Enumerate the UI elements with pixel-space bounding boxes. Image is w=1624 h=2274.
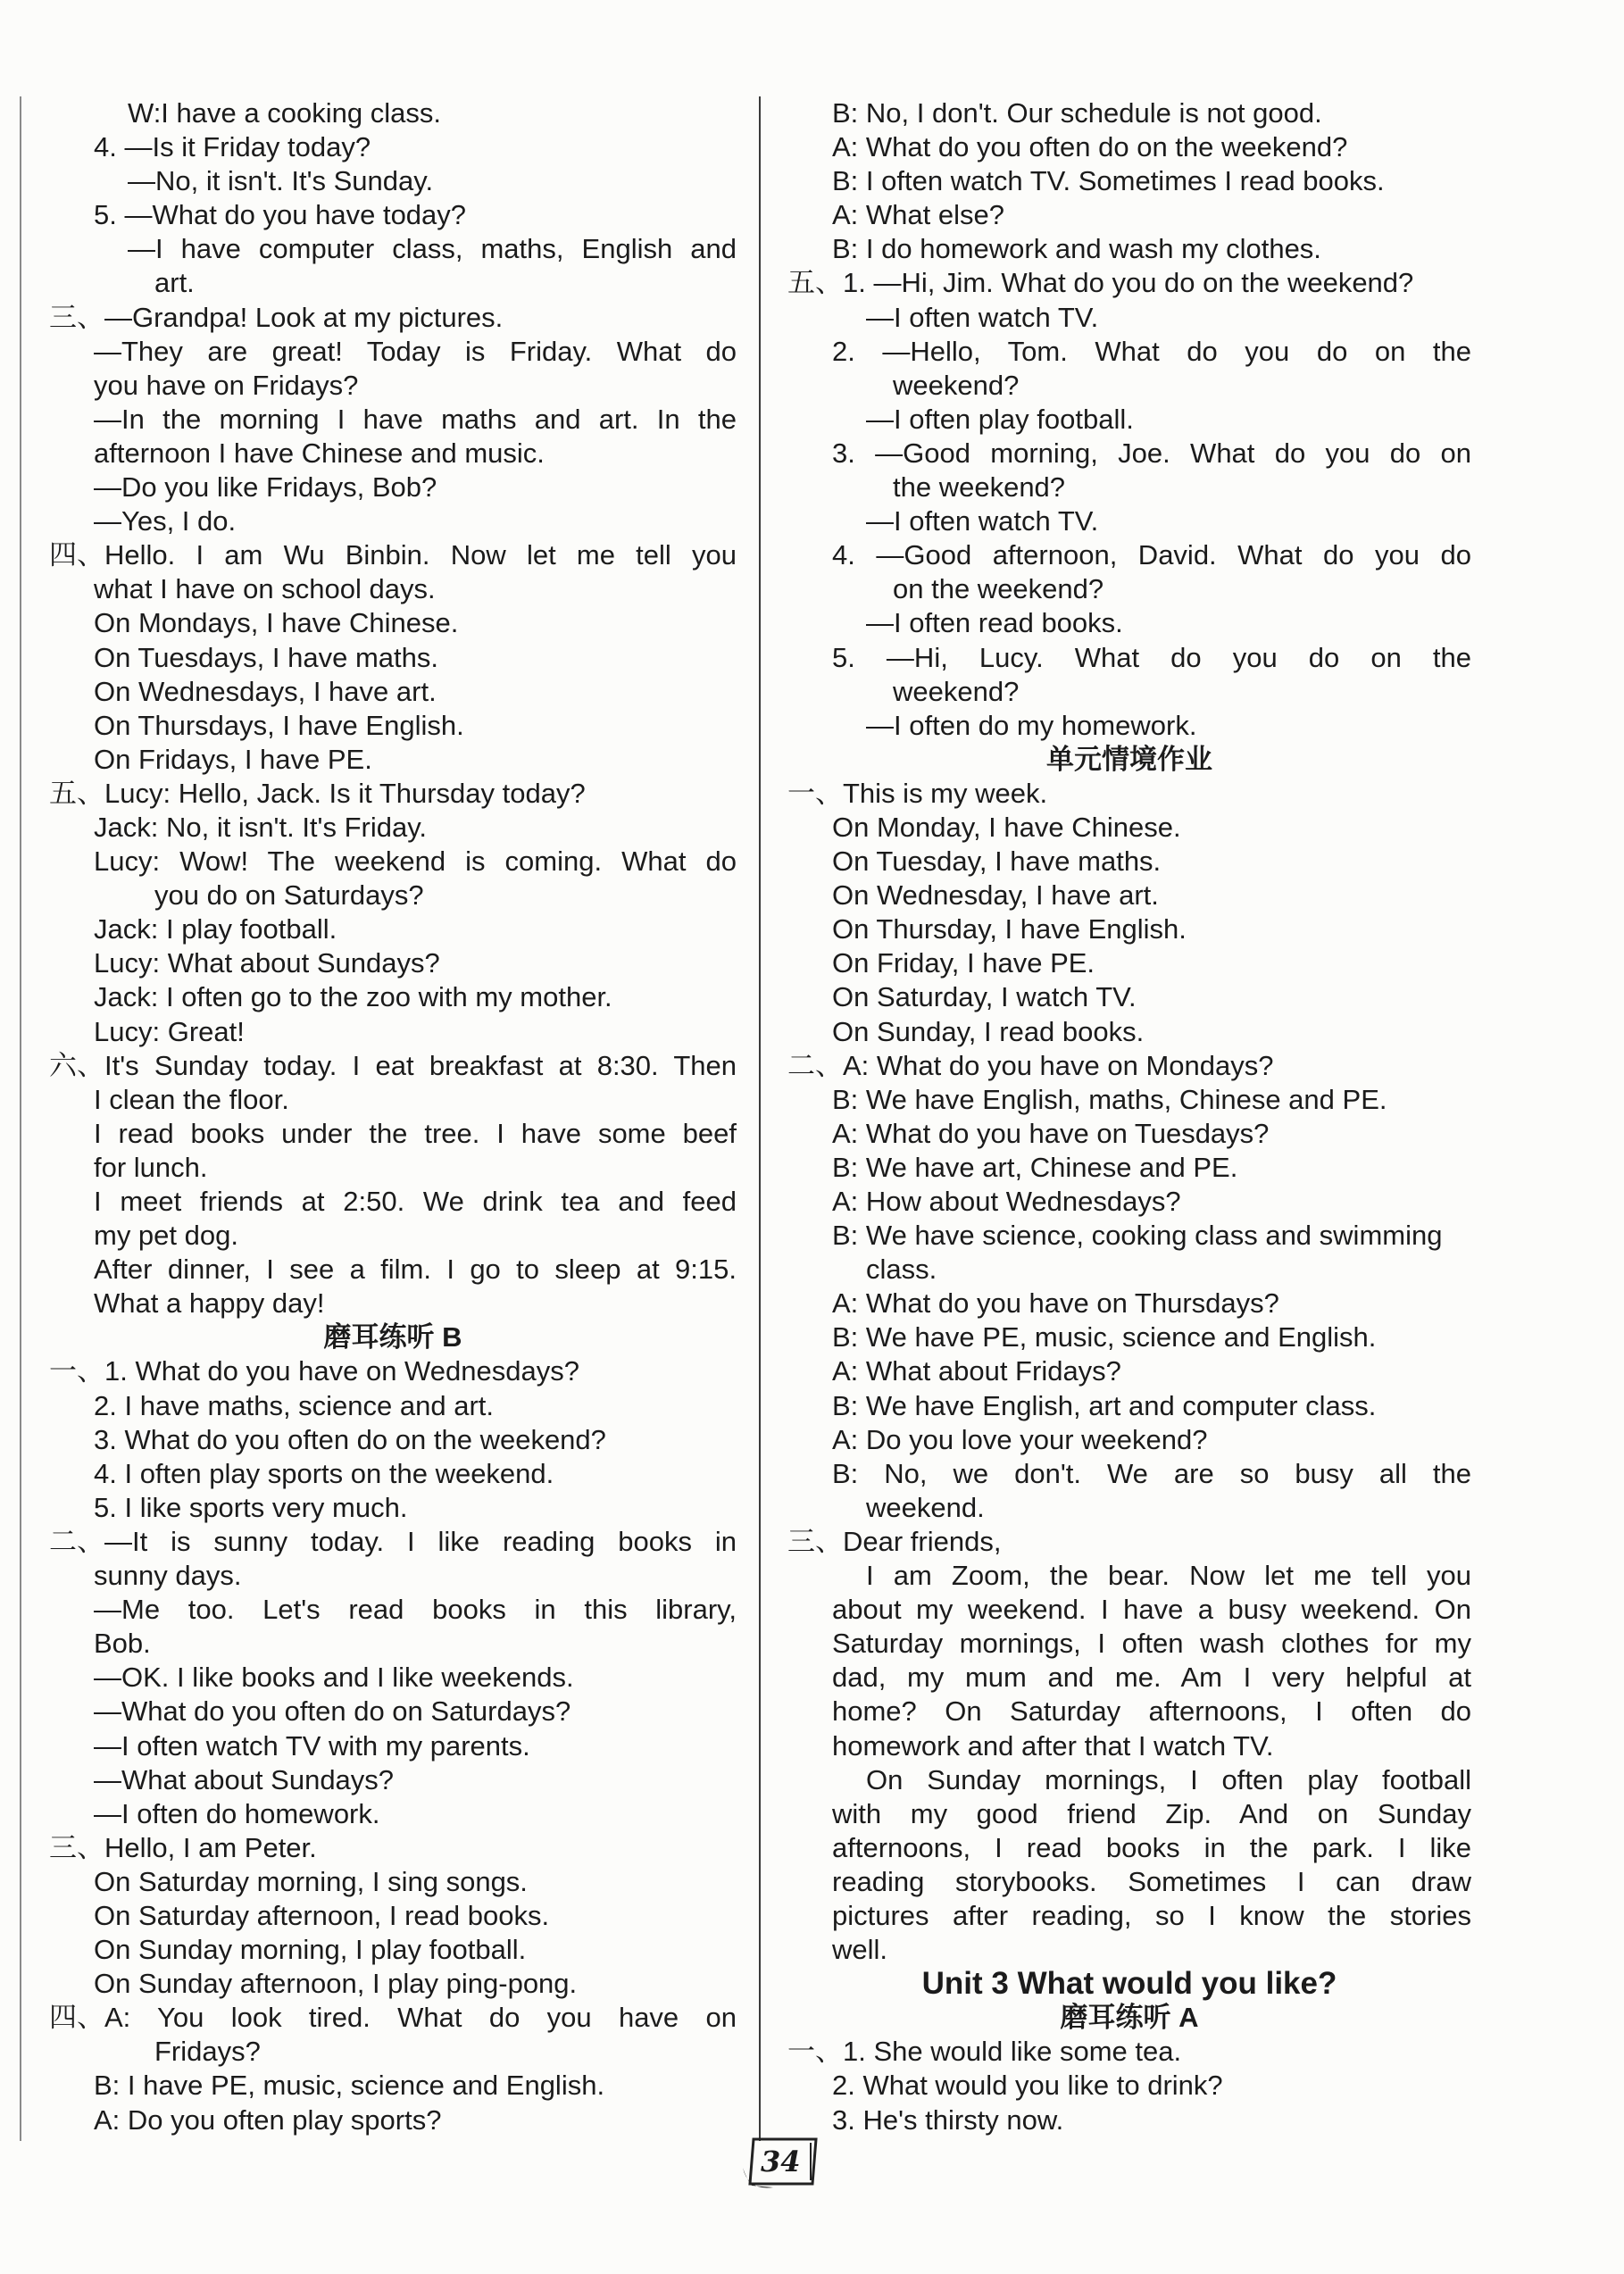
- text-line: Jack: I play football.: [94, 913, 337, 945]
- text-line: B: No, I don't. Our schedule is not good.: [832, 97, 1322, 129]
- text-line: 四、Hello. I am Wu Binbin. Now let me tell you: [49, 539, 737, 571]
- left-column: [49, 96, 737, 2137]
- text-line: 三、Dear friends,: [787, 1525, 1002, 1557]
- text-line: —No, it isn't. It's Sunday.: [128, 165, 434, 197]
- text-line: —I often watch TV.: [866, 505, 1099, 537]
- text-line: On Fridays, I have PE.: [94, 743, 372, 775]
- text-line: On Monday, I have Chinese.: [832, 811, 1181, 843]
- text-line: On Sunday mornings, I often play football: [866, 1763, 1471, 1795]
- text-line: —I often watch TV with my parents.: [94, 1729, 530, 1762]
- text-line: —I often do my homework.: [866, 709, 1197, 741]
- text-line: pictures after reading, so I know the stories: [832, 1899, 1471, 1931]
- page-number-badge: [734, 2132, 823, 2195]
- text-line: on the weekend?: [893, 573, 1104, 605]
- text-line: art.: [154, 267, 195, 299]
- text-line: B: We have English, art and computer class.: [832, 1389, 1377, 1421]
- text-line: On Friday, I have PE.: [832, 947, 1095, 979]
- text-line: A: Do you love your weekend?: [832, 1423, 1208, 1455]
- text-line: I read books under the tree. I have some beef: [94, 1117, 737, 1149]
- text-line: I meet friends at 2:50. We drink tea and feed: [94, 1186, 737, 1217]
- text-line: Jack: I often go to the zoo with my mother.: [94, 981, 612, 1013]
- text-line: After dinner, I see a film. I go to sleep at 9:15.: [94, 1254, 737, 1286]
- text-line: B: I do homework and wash my clothes.: [832, 233, 1321, 265]
- text-line: 5. —What do you have today?: [94, 199, 467, 231]
- text-line: sunny days.: [94, 1560, 242, 1592]
- text-line: 三、Hello, I am Peter.: [49, 1831, 317, 1863]
- text-line: On Wednesday, I have art.: [832, 879, 1159, 912]
- text-line: 二、—It is sunny today. I like reading books in: [49, 1525, 737, 1557]
- text-line: about my weekend. I have a busy weekend. On: [832, 1594, 1471, 1626]
- text-line: weekend?: [893, 369, 1020, 401]
- text-line: B: I often watch TV. Sometimes I read books.: [832, 165, 1385, 197]
- text-line: 二、A: What do you have on Mondays?: [787, 1049, 1274, 1081]
- text-line: B: We have art, Chinese and PE.: [832, 1151, 1238, 1183]
- text-line: for lunch.: [94, 1151, 208, 1183]
- right-column: [787, 96, 1471, 2137]
- text-line: —I often play football.: [866, 403, 1134, 435]
- text-line: 三、—Grandpa! Look at my pictures.: [49, 301, 504, 333]
- text-line: —Me too. Let's read books in this library,: [94, 1594, 737, 1626]
- text-line: Lucy: Great!: [94, 1015, 245, 1047]
- text-line: 2. I have maths, science and art.: [94, 1389, 495, 1421]
- text-line: 四、A: You look tired. What do you have on: [49, 2002, 737, 2034]
- text-line: 2. What would you like to drink?: [832, 2070, 1223, 2102]
- text-line: —I often do homework.: [94, 1797, 380, 1829]
- text-line: —OK. I like books and I like weekends.: [94, 1662, 574, 1694]
- text-line: afternoons, I read books in the park. I like: [832, 1831, 1471, 1863]
- text-line: 五、1. —Hi, Jim. What do you do on the weekend?: [787, 267, 1414, 299]
- text-line: 3. He's thirsty now.: [832, 2103, 1064, 2136]
- text-line: —Do you like Fridays, Bob?: [94, 471, 437, 504]
- text-line: A: What about Fridays?: [832, 1355, 1121, 1387]
- text-line: A: What do you often do on the weekend?: [832, 131, 1348, 163]
- text-line: 一、1. What do you have on Wednesdays?: [49, 1355, 579, 1387]
- text-line: 5. I like sports very much.: [94, 1491, 408, 1523]
- column-divider: [759, 96, 761, 2141]
- text-line: you do on Saturdays?: [154, 879, 424, 912]
- text-line: On Saturday afternoon, I read books.: [94, 1899, 550, 1931]
- text-line: B: We have science, cooking class and swimming: [832, 1220, 1443, 1252]
- text-line: A: How about Wednesdays?: [832, 1186, 1181, 1217]
- text-line: Saturday mornings, I often wash clothes for my: [832, 1628, 1471, 1660]
- text-line: home? On Saturday afternoons, I often do: [832, 1695, 1471, 1728]
- text-line: weekend.: [866, 1491, 985, 1523]
- text-line: class.: [866, 1254, 937, 1286]
- text-line: W:I have a cooking class.: [128, 97, 441, 129]
- text-line: the weekend?: [893, 471, 1066, 504]
- text-line: On Saturday, I watch TV.: [832, 981, 1137, 1013]
- text-line: —In the morning I have maths and art. In the: [94, 403, 737, 435]
- text-line: —What do you often do on Saturdays?: [94, 1695, 571, 1728]
- text-line: Fridays?: [154, 2036, 261, 2068]
- text-line: On Wednesdays, I have art.: [94, 675, 437, 707]
- text-line: 2. —Hello, Tom. What do you do on the: [832, 335, 1471, 367]
- text-line: A: What do you have on Tuesdays?: [832, 1117, 1270, 1149]
- text-line: 五、Lucy: Hello, Jack. Is it Thursday today?: [49, 777, 586, 809]
- text-line: 一、This is my week.: [787, 777, 1048, 809]
- text-line: my pet dog.: [94, 1220, 238, 1252]
- text-line: weekend?: [893, 675, 1020, 707]
- text-line: What a happy day!: [94, 1287, 325, 1320]
- text-line: —I often read books.: [866, 607, 1123, 639]
- text-line: 4. I often play sports on the weekend.: [94, 1457, 554, 1489]
- text-line: B: No, we don't. We are so busy all the: [832, 1457, 1471, 1489]
- text-line: 4. —Is it Friday today?: [94, 131, 371, 163]
- text-line: I am Zoom, the bear. Now let me tell you: [866, 1560, 1471, 1592]
- text-line: 3. —Good morning, Joe. What do you do on: [832, 437, 1471, 469]
- text-line: Bob.: [94, 1628, 151, 1660]
- text-line: B: We have English, maths, Chinese and PE.: [832, 1083, 1387, 1115]
- text-line: well.: [832, 1934, 888, 1966]
- text-line: On Sunday, I read books.: [832, 1015, 1145, 1047]
- text-line: you have on Fridays?: [94, 369, 359, 401]
- text-line: B: We have PE, music, science and English.: [832, 1321, 1377, 1354]
- text-line: On Saturday morning, I sing songs.: [94, 1865, 528, 1897]
- page-edge-line: [20, 96, 21, 2141]
- section-heading: 单元情境作业: [1046, 743, 1212, 775]
- text-line: —I often watch TV.: [866, 301, 1099, 333]
- text-line: 3. What do you often do on the weekend?: [94, 1423, 606, 1455]
- text-line: what I have on school days.: [94, 573, 436, 605]
- section-heading: 磨耳练听 B: [323, 1321, 462, 1354]
- text-line: 5. —Hi, Lucy. What do you do on the: [832, 641, 1471, 673]
- text-line: 一、1. She would like some tea.: [787, 2036, 1182, 2068]
- page-number: 34: [761, 2145, 801, 2178]
- text-line: 六、It's Sunday today. I eat breakfast at 8:30. Then: [49, 1049, 737, 1081]
- text-line: On Sunday afternoon, I play ping-pong.: [94, 1968, 578, 2000]
- text-line: Lucy: Wow! The weekend is coming. What do: [94, 845, 737, 878]
- text-line: A: Do you often play sports?: [94, 2103, 442, 2136]
- text-line: afternoon I have Chinese and music.: [94, 437, 545, 469]
- text-line: —I have computer class, maths, English and: [128, 233, 737, 265]
- text-line: with my good friend Zip. And on Sunday: [832, 1797, 1471, 1829]
- text-line: A: What do you have on Thursdays?: [832, 1287, 1279, 1320]
- text-line: On Sunday morning, I play football.: [94, 1934, 527, 1966]
- text-line: On Mondays, I have Chinese.: [94, 607, 459, 639]
- text-line: On Thursdays, I have English.: [94, 709, 464, 741]
- text-line: On Tuesdays, I have maths.: [94, 641, 438, 673]
- text-line: I clean the floor.: [94, 1083, 289, 1115]
- text-line: 4. —Good afternoon, David. What do you do: [832, 539, 1471, 571]
- text-line: —Yes, I do.: [94, 505, 237, 537]
- text-line: Jack: No, it isn't. It's Friday.: [94, 811, 428, 843]
- section-heading: Unit 3 What would you like?: [921, 1966, 1337, 2002]
- text-line: —What about Sundays?: [94, 1763, 395, 1795]
- section-heading: 磨耳练听 A: [1060, 2002, 1199, 2034]
- text-line: homework and after that I watch TV.: [832, 1729, 1274, 1762]
- text-line: —They are great! Today is Friday. What do: [94, 335, 737, 367]
- text-line: Lucy: What about Sundays?: [94, 947, 440, 979]
- text-line: A: What else?: [832, 199, 1004, 231]
- text-line: On Thursday, I have English.: [832, 913, 1187, 945]
- text-line: On Tuesday, I have maths.: [832, 845, 1162, 878]
- text-line: reading storybooks. Sometimes I can draw: [832, 1865, 1471, 1897]
- text-line: B: I have PE, music, science and English.: [94, 2070, 605, 2102]
- text-line: dad, my mum and me. Am I very helpful at: [832, 1662, 1471, 1694]
